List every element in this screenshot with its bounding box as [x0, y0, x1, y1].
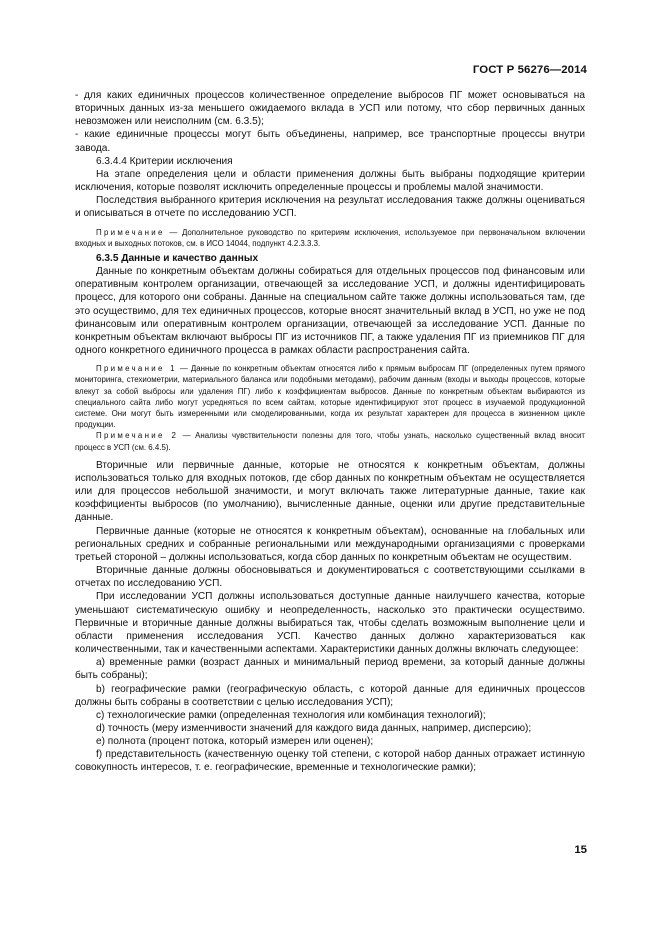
- list-item-c: c) технологические рамки (определенная технология или комбинация технологий);: [96, 709, 486, 721]
- list-item-d: d) точность (меру изменчивости значений для каждого вида данных, например, дисперсию);: [96, 722, 532, 734]
- body-paragraph: При исследовании УСП должны использоваться доступные данные наилучшего качества, которые уменьшают систематическую ошибку и неопределенность, насколько это практически осуществимо. Первичные и вторичные данные должны выбираться так, чтобы сделать возможным выполнение цели и области применения исследования УСП. Качество данных должно характеризоваться как количественными, так и качественными аспектами. Характеристики данных должны включать следующее:: [75, 591, 585, 656]
- note-label: Примечание: [96, 227, 165, 237]
- body-paragraph: На этапе определения цели и области применения должны быть выбраны подходящие критерии исключения, которые позволят исключить определенные процессы и проблемы малой значимости.: [75, 168, 585, 194]
- page-body: [75, 89, 585, 775]
- note-label: Примечание 1: [96, 364, 177, 374]
- note-text: — Дополнительное руководство по критериям исключения, используемое при первоначальном включении входных и выходных потоков, см. в ИСО 14044, подпункт 4.2.3.3.3.: [75, 227, 585, 248]
- body-paragraph: Последствия выбранного критерия исключения на результат исследования также должны оцениваться и описываться в отчете по исследованию УСП.: [75, 195, 585, 220]
- note-2: [75, 430, 585, 452]
- list-item-b: b) географические рамки (географическую область, с которой данные для единичных процессов должны быть собраны в соответствии с целью исследования УСП);: [75, 683, 585, 708]
- body-paragraph: Вторичные или первичные данные, которые не относятся к конкретным объектам, должны использоваться только для входных потоков, где сбор данных по конкретным объектам не осуществляется или для процессов небольшой значимости, и могут включать также литературные данные, такие как коэффициенты выбросов (по умолчанию), вычисленные данные, оценки или другие представительные данные.: [75, 459, 585, 524]
- note-label: Примечание 2: [96, 431, 179, 441]
- body-paragraph: Вторичные данные должны обосновываться и документироваться с соответствующими ссылками в отчетах по исследованию УСП.: [75, 565, 585, 590]
- note-text: — Анализы чувствительности полезны для того, чтобы узнать, насколько существенный вклад вносит процесс в УСП (см. 6.4.5).: [75, 431, 585, 452]
- bullet-item: - какие единичные процессы могут быть объединены, например, все транспортные процессы внутри завода.: [75, 129, 585, 154]
- bullet-item: - для каких единичных процессов количественное определение выбросов ПГ может основываться на вторичных данных из-за меньшего ожидаемого вклада в УСП или потому, что сбор первичных данных невозможен или неисполним (см. 6.3.5);: [75, 90, 585, 128]
- list-item-a: a) временные рамки (возраст данных и минимальный период времени, за который данные должны быть собраны);: [75, 657, 585, 682]
- note-1: [75, 363, 585, 430]
- list-item-f: f) представительность (качественную оценку той степени, с которой набор данных отражает истинную совокупность интересов, т. е. географические, временные и технологические рамки);: [75, 749, 585, 774]
- note-text: — Данные по конкретным объектам относятся либо к прямым выбросам ПГ (определенных путем прямого мониторинга, стехиометрии, материального баланса или подобными методами), рабочим данным (входы и выходы процессов, которые влекут за собой выбросы или удаления ПГ) либо к коэффициентам выбросов. Данные по конкретным объектам выбираются из специального сайта либо могут усредняться по всем сайтам, которые идентифицируют этот процесс в изучаемой продукционной системе. Они могут быть измеренными или смоделированными, когда их результат характерен для процесса в жизненном цикле продукции.: [75, 364, 585, 430]
- body-paragraph: Первичные данные (которые не относятся к конкретным объектам), основанные на глобальных или региональных средних и собранные региональными или международными организациями с проверками третьей стороной – должны использоваться, когда сбор данных по конкретным объектам не осуществим.: [75, 525, 585, 563]
- standard-header: ГОСТ Р 56276—2014: [472, 64, 587, 76]
- page-number: 15: [574, 844, 587, 856]
- note: [75, 227, 585, 249]
- section-heading-6-3-5: 6.3.5 Данные и качество данных: [96, 252, 259, 264]
- section-heading-6-3-4-4: 6.3.4.4 Критерии исключения: [96, 155, 233, 167]
- body-paragraph: Данные по конкретным объектам должны собираться для отдельных процессов под финансовым или оперативным контролем организации, отвечающей за исследование УСП, и должны идентифицировать процесс, для которого они собраны. Данные на специальном сайте также должны использоваться там, где это осуществимо, для тех единичных процессов, которые вносят значительный вклад в УСП, но уже не под финансовым или оперативным контролем организации, отвечающей за исследование УСП. Данные по конкретным объектам включают выбросы ПГ из источников ПГ, а также удаления ПГ из приемников ПГ для одного конкретного единичного процесса в рамках области распространения сайта.: [75, 266, 585, 357]
- list-item-e: e) полнота (процент потока, который измерен или оценен);: [96, 736, 374, 748]
